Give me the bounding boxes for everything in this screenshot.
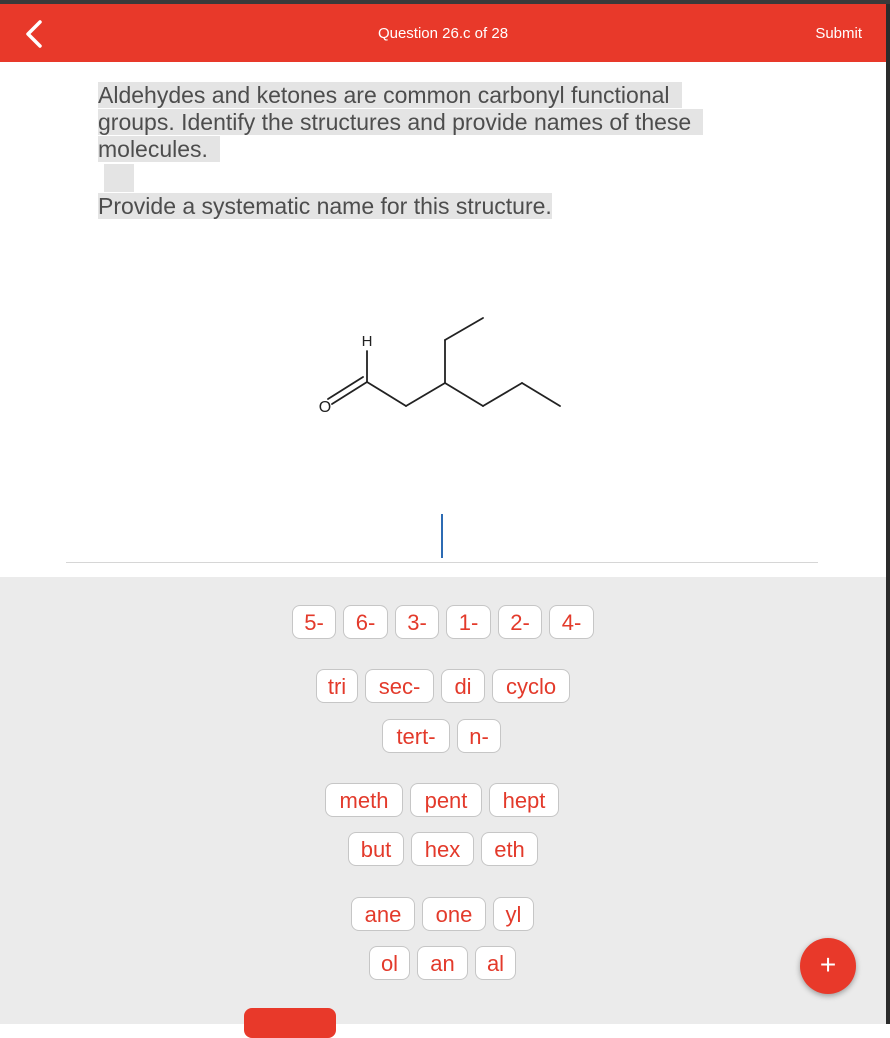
key-hex[interactable]: hex — [411, 832, 474, 866]
key-2[interactable]: 2- — [498, 605, 542, 639]
text-cursor — [441, 514, 443, 558]
text-highlight-block — [104, 164, 134, 192]
question-instruction-text: Provide a systematic name for this structure. — [98, 193, 552, 219]
key-meth[interactable]: meth — [325, 783, 403, 817]
molecule-structure — [310, 300, 580, 430]
key-3[interactable]: 3- — [395, 605, 439, 639]
key-6[interactable]: 6- — [343, 605, 388, 639]
key-4[interactable]: 4- — [549, 605, 594, 639]
question-counter: Question 26.c of 28 — [377, 25, 509, 42]
key-ane[interactable]: ane — [351, 897, 415, 931]
bond-c5-c6 — [522, 383, 560, 406]
question-prompt — [98, 82, 748, 163]
key-tri[interactable]: tri — [316, 669, 358, 703]
key-an[interactable]: an — [417, 946, 468, 980]
key-sec[interactable]: sec- — [365, 669, 434, 703]
question-prompt-text: Aldehydes and ketones are common carbonyl functional groups. Identify the structures and provide names of these molecules. — [98, 82, 703, 162]
key-one[interactable]: one — [422, 897, 486, 931]
key-but[interactable]: but — [348, 832, 404, 866]
key-pent[interactable]: pent — [410, 783, 482, 817]
key-ol[interactable]: ol — [369, 946, 410, 980]
header-bar — [0, 4, 886, 62]
atom-o-label: O — [318, 399, 332, 416]
add-button[interactable]: + — [800, 938, 856, 994]
submit-button[interactable]: Submit — [815, 25, 862, 42]
key-hept[interactable]: hept — [489, 783, 559, 817]
bond-ethyl2 — [445, 318, 483, 340]
window-edge — [886, 4, 890, 1024]
question-instruction — [98, 193, 552, 220]
bottom-action-button[interactable] — [244, 1008, 336, 1038]
key-1[interactable]: 1- — [446, 605, 491, 639]
key-5[interactable]: 5- — [292, 605, 336, 639]
key-di[interactable]: di — [441, 669, 485, 703]
bond-c2-c3 — [406, 383, 445, 406]
answer-input-line[interactable] — [66, 562, 818, 563]
bond-c1-c2 — [367, 382, 406, 406]
bond-c4-c5 — [483, 383, 522, 406]
key-yl[interactable]: yl — [493, 897, 534, 931]
bond-c3-c4 — [445, 383, 483, 406]
atom-h-label: H — [361, 333, 373, 350]
key-al[interactable]: al — [475, 946, 516, 980]
key-n[interactable]: n- — [457, 719, 501, 753]
key-tert[interactable]: tert- — [382, 719, 450, 753]
key-cyclo[interactable]: cyclo — [492, 669, 570, 703]
key-eth[interactable]: eth — [481, 832, 538, 866]
